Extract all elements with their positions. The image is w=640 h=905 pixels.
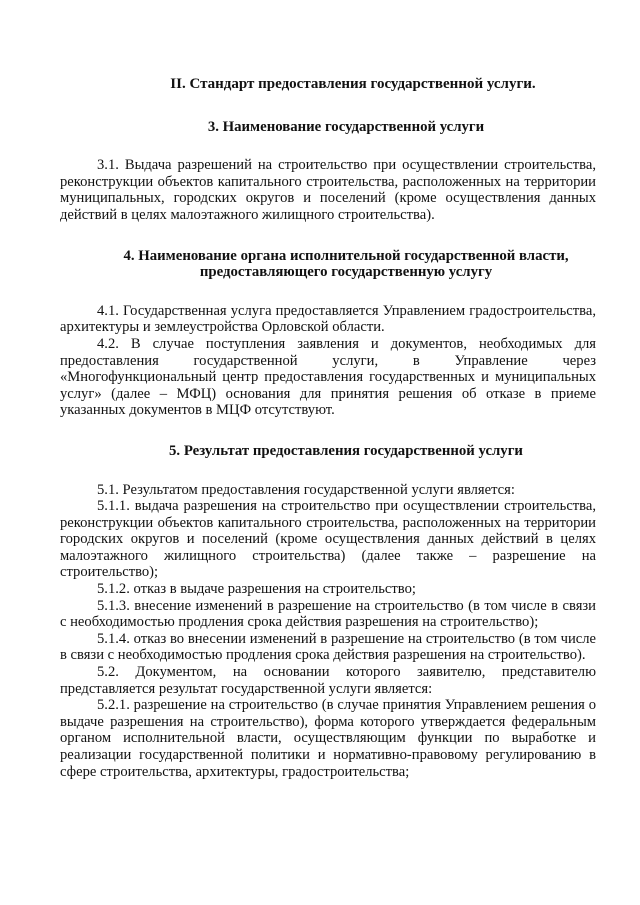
paragraph-4-1: 4.1. Государственная услуга предоставляется Управлением градостроительства, архитектуры и землеустройства Орловской области. — [60, 302, 596, 336]
section-4-heading-line-1: 4. Наименование органа исполнительной государственной власти, — [123, 247, 569, 264]
section-5-heading: 5. Результат предоставления государственной услуги — [169, 442, 523, 459]
paragraph-5-1-3: 5.1.3. внесение изменений в разрешение на строительство (в том числе в связи с необходимостью продления срока действия разрешения на строительство); — [60, 597, 596, 631]
section-4-heading-line-2: предоставляющего государственную услугу — [199, 264, 493, 281]
section-4-heading — [60, 248, 596, 281]
paragraph-5-2: 5.2. Документом, на основании которого заявителю, представителю представляется результат государственной услуги является: — [60, 664, 596, 697]
chapter-heading: II. Стандарт предоставления государственной услуги. — [170, 76, 536, 92]
paragraph-5-1-4: 5.1.4. отказ во внесении изменений в разрешение на строительство (в том числе в связи с необходимостью продления срока действия разрешения на строительство). — [60, 630, 596, 664]
document-content — [60, 76, 596, 780]
paragraph-5-1-1: 5.1.1. выдача разрешения на строительство при осуществлении строительства, реконструкции объектов капитального строительства, расположенных на территории городских округов и поселений (кроме осуществления данных действий в целях малоэтажного жилищного строительства) (далее также – разрешение на строительство); — [60, 498, 596, 581]
paragraph-5-1-2: 5.1.2. отказ в выдаче разрешения на строительство; — [97, 581, 416, 598]
paragraph-4-2: 4.2. В случае поступления заявления и документов, необходимых для предоставления государственной услуги, в Управление через «Многофункциональный центр предоставления государственных и муниципальных услуг» (далее – МФЦ) основания для принятия решения об отказе в приеме указанных документов в МЦФ отсутствуют. — [60, 335, 596, 419]
paragraph-5-2-1: 5.2.1. разрешение на строительство (в случае принятия Управлением решения о выдаче разрешения на строительство), форма которого утверждается федеральным органом исполнительной власти, осуществляющим функции по выработке и реализации государственной политики и нормативно-правовому регулированию в сфере строительства, архитектуры, градостроительства; — [60, 697, 596, 780]
paragraph-3-1: 3.1. Выдача разрешений на строительство при осуществлении строительства, реконструкции объектов капитального строительства, расположенных на территории муниципальных, городских округов и поселений (кроме осуществления данных действий в целях малоэтажного жилищного строительства). — [60, 157, 596, 223]
section-3-heading: 3. Наименование государственной услуги — [207, 118, 485, 135]
paragraph-5-1: 5.1. Результатом предоставления государственной услуги является: — [97, 481, 515, 498]
